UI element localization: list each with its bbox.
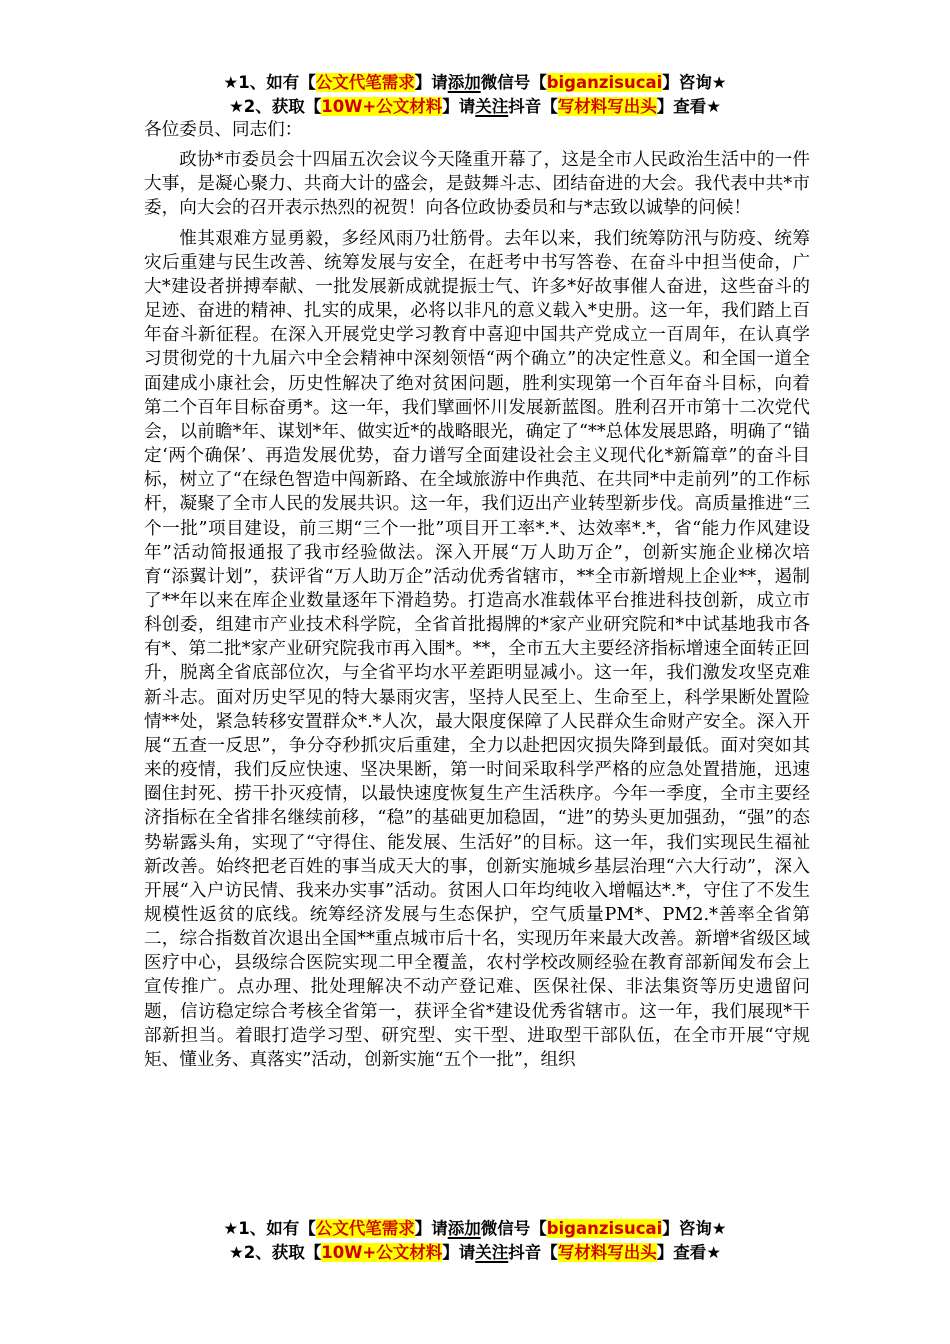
banner-text: ★1、如有【: [223, 1219, 316, 1238]
greeting: 各位委员、同志们：: [144, 120, 303, 140]
banner-emphasis: 关注: [475, 1243, 509, 1262]
banner-text: ★1、如有【: [223, 73, 316, 92]
banner-text: 】查看★: [656, 97, 722, 116]
banner-text: 抖音【: [508, 97, 558, 116]
banner-emphasis: 添加: [447, 73, 481, 92]
document-body: [144, 118, 810, 1072]
banner-text: 】咨询★: [662, 1219, 727, 1238]
top-banner-line-1: [0, 70, 950, 96]
top-banner-line-2: [0, 94, 950, 120]
banner-text: 微信号【: [480, 73, 547, 92]
banner-text: 微信号【: [480, 1219, 547, 1238]
banner-highlight: biganzisucai: [546, 73, 663, 92]
bottom-banner-line-2: [0, 1240, 950, 1266]
banner-text: 抖音【: [508, 1243, 558, 1262]
banner-text: 】查看★: [656, 1243, 722, 1262]
banner-text: 】咨询★: [662, 73, 727, 92]
banner-highlight: 写材料写出头: [557, 97, 657, 116]
banner-emphasis: 添加: [447, 1219, 481, 1238]
banner-highlight: 写材料写出头: [557, 1243, 657, 1262]
banner-text: ★2、获取【: [228, 97, 322, 116]
banner-highlight: biganzisucai: [546, 1219, 663, 1238]
paragraph-1: 政协*市委员会十四届五次会议今天隆重开幕了，这是全市人民政治生活中的一件大事，是凝心聚力、共商大计的盛会，是鼓舞斗志、团结奋进的大会。我代表中共*市委，向大会的召开表示热烈的祝贺！向各位政协委员和与*志致以诚挚的问候！: [144, 150, 810, 219]
paragraph-2: 惟其艰难方显勇毅，多经风雨乃壮筋骨。去年以来，我们统筹防汛与防疫、统筹灾后重建与民生改善、统筹发展与安全，在赶考中书写答卷、在奋斗中担当使命，广大*建设者拼搏奉献、一批发展新成就提振士气、许多*好故事催人奋进，这些奋斗的足迹、奋进的精神、扎实的成果，必将以非凡的意义载入*史册。这一年，我们踏上百年奋斗新征程。在深入开展党史学习教育中喜迎中国共产党成立一百周年，在认真学习贯彻党的十九届六中全会精神中深刻领悟“两个确立”的决定性意义。和全国一道全面建成小康社会，历史性解决了绝对贫困问题，胜利实现第一个百年奋斗目标，向着第二个百年目标奋勇*。这一年，我们擘画怀川发展新蓝图。胜利召开市第十二次党代会，以前瞻*年、谋划*年、做实近*的战略眼光，确定了“**总体发展思路，明确了“锚定‘两个确保’、再造发展优势，奋力谱写全面建设社会主义现代化*新篇章”的奋斗目标，树立了“在绿色智造中闯新路、在全域旅游中作典范、在共同*中走前列”的工作标杆，凝聚了全市人民的发展共识。这一年，我们迈出产业转型新步伐。高质量推进“三个一批”项目建设，前三期“三个一批”项目开工率*.*、达效率*.*，省“能力作风建设年”活动简报通报了我市经验做法。深入开展“万人助万企”，创新实施企业梯次培育“添翼计划”，获评省“万人助万企”活动优秀省辖市，**全市新增规上企业**，遏制了**年以来在库企业数量逐年下滑趋势。打造高水准载体平台推进科技创新，成立市科创委，组建市产业技术科学院，全省首批揭牌的*家产业研究院和*中试基地我市各有*、第二批*家产业研究院我市再入围*。**，全市五大主要经济指标增速全面转正回升，脱离全省底部位次，与全省平均水平差距明显减小。这一年，我们激发攻坚克难新斗志。面对历史罕见的特大暴雨灾害，坚持人民至上、生命至上，科学果断处置险情**处，紧急转移安置群众*.*人次，最大限度保障了人民群众生命财产安全。深入开展“五查一反思”，争分夺秒抓灾后重建，全力以赴把因灾损失降到最低。面对突如其来的疫情，我们反应快速、坚决果断，第一时间采取科学严格的应急处置措施，迅速圈住封死、捞干扑灭疫情，以最快速度恢复生产生活秩序。今年一季度，全市主要经济指标在全省排名继续前移，“稳”的基础更加稳固，“进”的势头更加强劲，“强”的态势崭露头角，实现了“守得住、能发展、生活好”的目标。这一年，我们实现民生福祉新改善。始终把老百姓的事当成天大的事，创新实施城乡基层治理“六大行动”，深入开展“入户访民情、我来办实事”活动。贫困人口年均纯收入增幅达*.*，守住了不发生规模性返贫的底线。统筹经济发展与生态保护，空气质量PM*、PM2.*善率全省第二，综合指数首次退出全国**重点城市后十名，实现历年来最大改善。新增*省级区域医疗中心，县级综合医院实现二甲全覆盖，农村学校改厕经验在教育部新闻发布会上宣传推广。点办理、批处理解决不动产登记难、医保社保、非法集资等历史遗留问题，信访稳定综合考核全省第一，获评全省*建设优秀省辖市。这一年，我们展现*干部新担当。着眼打造学习型、研究型、实干型、进取型干部队伍，在全市开展“守规矩、懂业务、真落实”活动，创新实施“五个一批”，组织: [144, 228, 810, 1070]
bottom-banner-line-1: [0, 1216, 950, 1242]
banner-text: 】请: [442, 97, 476, 116]
banner-emphasis: 关注: [475, 97, 509, 116]
banner-highlight: 10W+公文材料: [321, 97, 443, 116]
banner-highlight: 公文代笔需求: [315, 1219, 415, 1238]
banner-highlight: 公文代笔需求: [315, 73, 415, 92]
document-body-viewport: [0, 118, 950, 1215]
banner-highlight: 10W+公文材料: [321, 1243, 443, 1262]
banner-text: 】请: [414, 73, 448, 92]
banner-text: ★2、获取【: [228, 1243, 322, 1262]
banner-text: 】请: [414, 1219, 448, 1238]
banner-text: 】请: [442, 1243, 476, 1262]
